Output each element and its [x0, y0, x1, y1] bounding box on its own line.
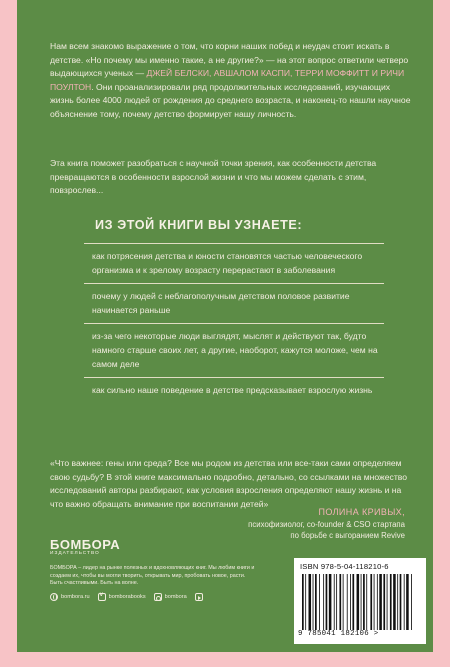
barcode-panel — [294, 558, 426, 644]
list-item: из-за чего некоторые люди выглядят, мыслят и действуют так, будто намного старше своих лет, а другие, наоборот, кажутся моложе, чем на самом деле — [92, 331, 378, 369]
divider — [84, 323, 384, 324]
social-link-vk[interactable] — [98, 593, 146, 601]
reviewer-role-line1: психофизиолог, co-founder & CSO стартапа — [248, 520, 405, 529]
publisher-logo-text: БОМБОРА — [50, 537, 121, 552]
learn-heading: ИЗ ЭТОЙ КНИГИ ВЫ УЗНАЕТЕ: — [95, 218, 303, 232]
social-links — [50, 593, 203, 601]
divider — [84, 377, 384, 378]
social-link-instagram[interactable] — [154, 593, 187, 601]
intro-paragraph — [50, 40, 412, 122]
instagram-icon — [154, 593, 162, 601]
barcode-image — [302, 574, 418, 630]
quote-attribution — [145, 506, 405, 541]
reviewer-role-line2: по борьбе с выгоранием Revive — [290, 531, 405, 540]
learn-list — [92, 243, 382, 404]
intro-text-after: . Они проанализировали ряд продолжительных исследований, изучающих жизнь более 4000 людей от рождения до среднего возраста, и наконец-то нашли научное объяснение тому, почему детство формирует нашу личность. — [50, 81, 411, 119]
reviewer-name: ПОЛИНА КРИВЫХ, — [318, 507, 405, 517]
social-link-site[interactable] — [50, 593, 90, 601]
social-label: bombora.ru — [61, 594, 90, 600]
authors-highlight: ДЖЕЙ БЕЛСКИ, АВШАЛОМ КАСПИ, ТЕРРИ МОФФИТТ И РИЧИ ПОУЛТОН — [50, 68, 405, 92]
youtube-icon — [195, 593, 203, 601]
publisher-logo-sub: ИЗДАТЕЛЬСТВО — [50, 551, 100, 556]
social-label: bombora — [164, 594, 187, 600]
isbn-label: ISBN 978-5-04-118210-6 — [300, 562, 389, 571]
barcode-digits: 9 785041 182106 > — [298, 630, 379, 638]
list-item: как потрясения детства и юности становятся частью человеческого организма и к зрелому возрасту перерастают в заболевания — [92, 251, 363, 275]
list-item: почему у людей с неблагополучным детством половое развитие начинается раньше — [92, 291, 350, 315]
globe-icon — [50, 593, 58, 601]
back-cover — [17, 0, 433, 652]
intro-text-before: Нам всем знакомо выражение о том, что корни наших побед и неудач стоит искать в детстве. «Но почему мы именно такие, а не другие?» — на этот вопрос ответили четверо выдающихся ученых — — [50, 41, 409, 79]
publisher-logo — [50, 538, 120, 556]
list-item: как сильно наше поведение в детстве предсказывает взрослую жизнь — [92, 385, 373, 396]
vk-icon — [98, 593, 106, 601]
publisher-description: БОМБОРА – лидер на рынке полезных и вдохновляющих книг. Мы любим книги и создаем их, чтобы вы могли творить, открывать мир, пробовать новое, расти. Быть счастливыми. Быть на волне. — [50, 565, 255, 587]
summary-paragraph: Эта книга поможет разобраться с научной точки зрения, как особенности детства превращаются в особенности взрослой жизни и что мы можем сделать с этим, повзрослев... — [50, 158, 377, 196]
review-quote: «Что важнее: гены или среда? Все мы родом из детства или все-таки сами определяем свою судьбу? В этой книге максимально подробно, детально, со ссылками на множество исследований авторы разбирают, как условия взросления определяют нашу жизнь и на что важно обращать внимание при воспитании детей» — [50, 458, 408, 509]
divider — [84, 243, 384, 244]
divider — [84, 283, 384, 284]
social-label: bomborabooks — [108, 594, 146, 600]
social-link-youtube[interactable] — [195, 593, 203, 601]
